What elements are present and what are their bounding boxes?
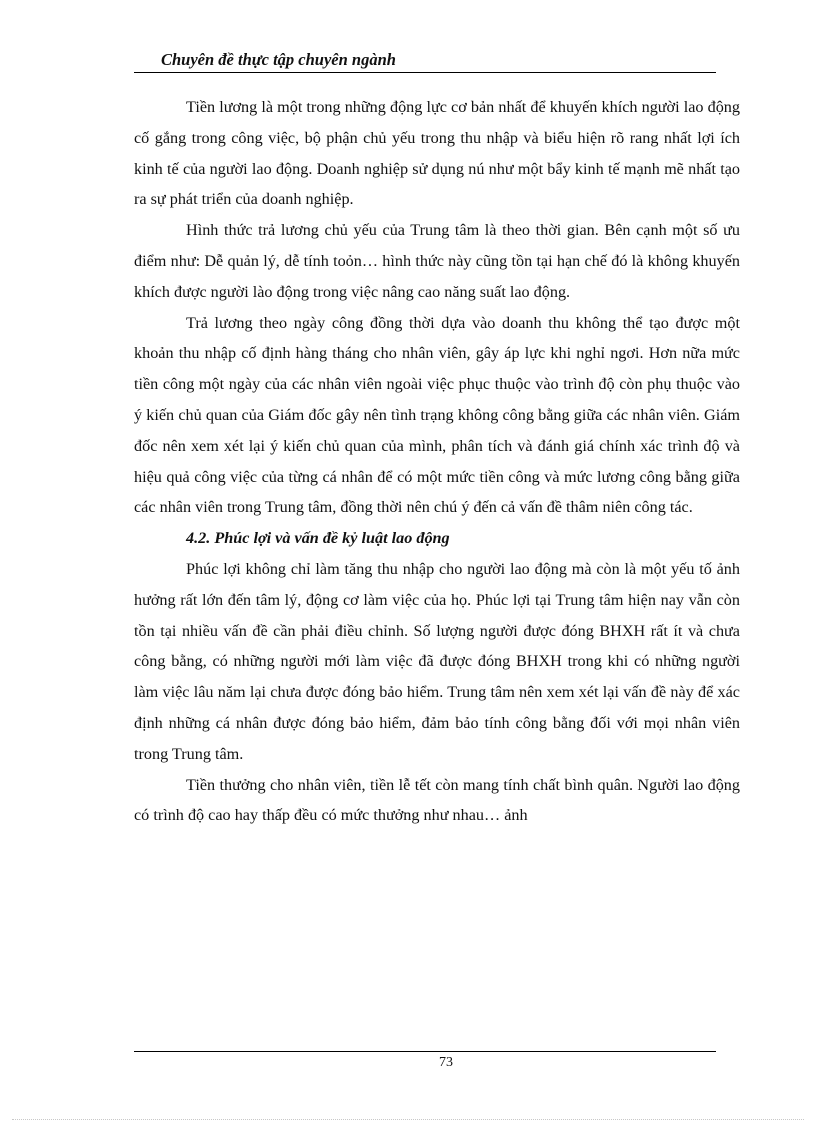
page-number: 73 [439, 1055, 453, 1070]
paragraph-daily-wage: Trả lương theo ngày công đồng thời dựa vào doanh thu không thể tạo được một khoản thu nhập cố định hàng tháng cho nhân viên, gây áp lực khi nghỉ ngơi. Hơn nữa mức tiền công một ngày của các nhân viên ngoài việc phục thuộc vào trình độ còn phụ thuộc vào ý kiến chủ quan của Giám đốc gây nên tình trạng không công bằng giữa các nhân viên. Giám đốc nên xem xét lại ý kiến chủ quan của mình, phân tích và đánh giá chính xác trình độ và hiệu quả công việc của từng cá nhân để có một mức tiền công và mức lương công bằng giữa các nhân viên trong Trung tâm, đồng thời nên chú ý đến cả vấn đề thâm niên công tác. [134, 313, 740, 517]
paragraph-bonus: Tiền thưởng cho nhân viên, tiền lễ tết còn mang tính chất bình quân. Người lao động có trình độ cao hay thấp đều có mức thưởng như nhau… ảnh [134, 775, 740, 825]
header-title: Chuyên đề thực tập chuyên ngành [161, 50, 396, 69]
paragraph-welfare: Phúc lợi không chỉ làm tăng thu nhập cho người lao động mà còn là một yếu tố ảnh hưởng rất lớn đến tâm lý, động cơ làm việc của họ. Phúc lợi tại Trung tâm hiện nay vẫn còn tồn tại nhiều vấn đề cần phải điều chỉnh. Số lượng người được đóng BHXH rất ít và chưa công bằng, có những người mới làm việc đã được đóng BHXH trong khi có những người làm việc lâu năm lại chưa được đóng bảo hiểm. Trung tâm nên xem xét lại vấn đề này để xác định những cá nhân được đóng bảo hiểm, đảm bảo tính công bằng đối với mọi nhân viên trong Trung tâm. [134, 559, 740, 763]
paragraph-payment-form: Hình thức trả lương chủ yếu của Trung tâm là theo thời gian. Bên cạnh một số ưu điểm như: Dễ quản lý, dễ tính toỏn… hình thức này cũng tồn tại hạn chế đó là không khuyến khích được người lào động trong việc nâng cao năng suất lao động. [134, 221, 740, 301]
page-boundary [12, 1119, 804, 1120]
paragraph-wages-motivation: Tiền lương là một trong những động lực cơ bản nhất để khuyến khích người lao động cố gắng trong công việc, bộ phận chủ yếu trong thu nhập và biểu hiện rõ rang nhất lợi ích kinh tế của người lao động. Doanh nghiệp sử dụng nú như một bẩy kinh tế mạnh mẽ nhất tạo ra sự phát triển của doanh nghiệp. [134, 98, 740, 209]
page-header [134, 50, 716, 73]
document-body [134, 92, 740, 831]
section-heading: 4.2. Phúc lợi và vấn đề kỷ luật lao động [186, 529, 450, 548]
footer-divider [134, 1051, 716, 1052]
